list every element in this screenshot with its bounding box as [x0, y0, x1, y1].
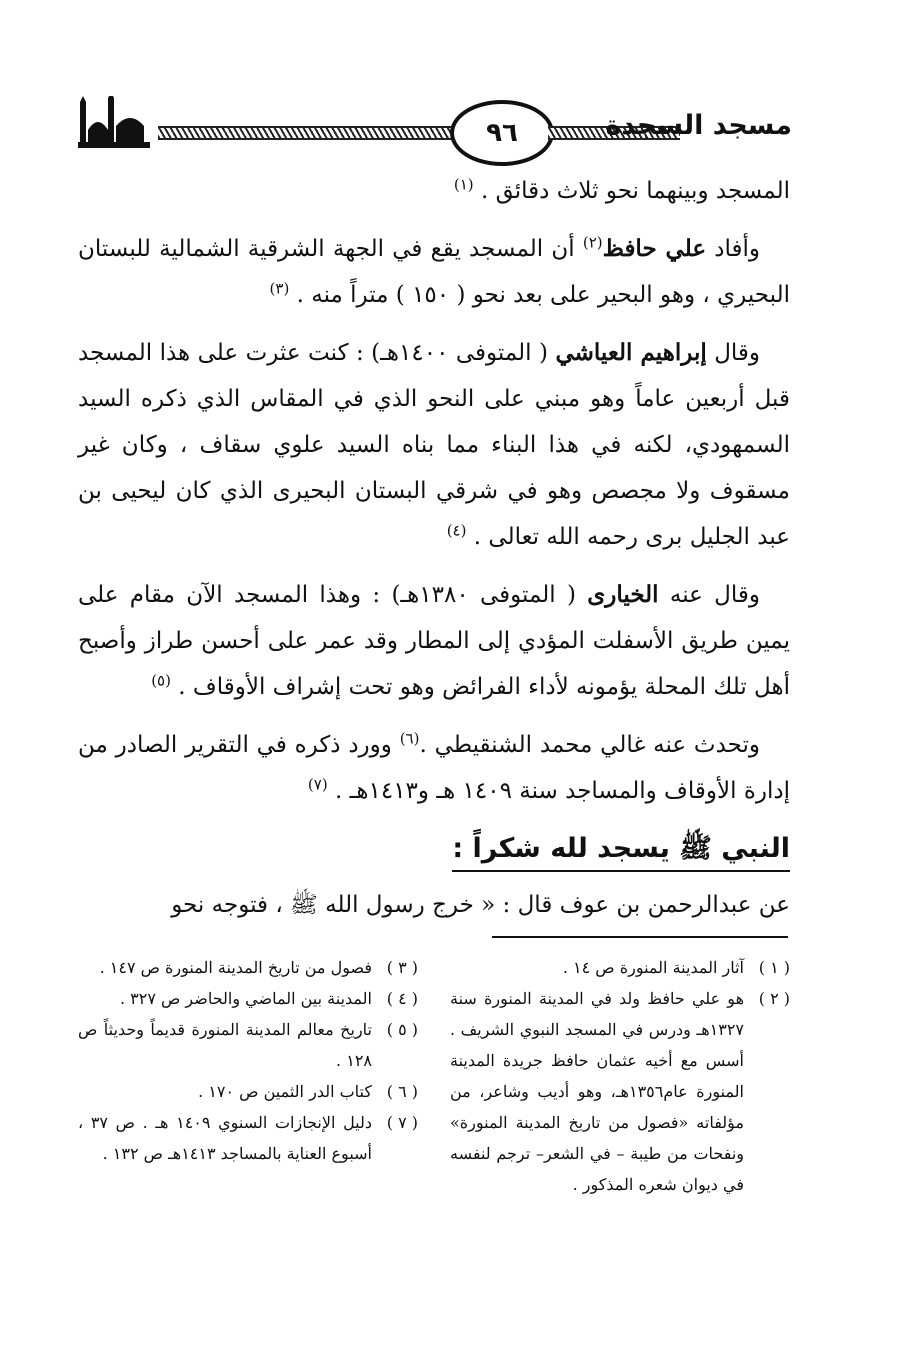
footnote-item — [78, 1076, 418, 1107]
footnote-item — [78, 1014, 418, 1076]
footnote-number: ( ٣ ) — [386, 958, 418, 977]
paragraph-1: المسجد وبينهما نحو ثلاث دقائق . $^{(١)}$ — [453, 175, 790, 204]
footnotes-left-column — [78, 952, 418, 1169]
footnote-item — [450, 983, 790, 1200]
footnote-ref: (٧) — [307, 775, 328, 794]
footnote-ref: (٥) — [151, 671, 171, 690]
footnote-number: ( ١ ) — [758, 958, 790, 977]
footnote-ref: (١) — [453, 175, 474, 194]
footnote-text: آثار المدينة المنورة ص ١٤ . — [562, 958, 744, 977]
section-heading: النبي ﷺ يسجد لله شكراً : — [78, 826, 790, 872]
header-ornament-left — [158, 126, 458, 140]
footnote-number: ( ٢ ) — [758, 989, 790, 1008]
footnote-text: كتاب الدر الثمين ص ١٧٠ . — [198, 1082, 372, 1101]
running-title: مسجد السجدة — [605, 110, 792, 141]
footnote-item — [450, 952, 790, 983]
footnote-number: ( ٤ ) — [386, 989, 418, 1008]
person-name: الخيارى — [587, 581, 659, 608]
person-name: علي حافظ — [602, 235, 707, 262]
footnote-item — [78, 1107, 418, 1169]
paragraph-4: وقال عنه الخيارى ( المتوفى ١٣٨٠هـ) : وهذا المسجد الآن مقام على يمين طريق الأسفلت المؤدي إلى المطار وقد عمر على أحسن طراز وأصبح أهل تلك المحلة يؤمونه لأداء الفرائض وهو تحت إشراف الأوقاف . $^{(٥)}$ — [78, 581, 790, 700]
person-name: إبراهيم العياشي — [555, 339, 707, 366]
page-header — [78, 92, 792, 178]
footnote-text: فصول من تاريخ المدينة المنورة ص ١٤٧ . — [99, 958, 372, 977]
main-text — [78, 168, 790, 940]
footnote-item — [78, 983, 418, 1014]
footnote-number: ( ٧ ) — [386, 1113, 418, 1132]
footnote-number: ( ٥ ) — [386, 1020, 418, 1039]
footnote-ref: (٤) — [446, 521, 467, 540]
paragraph-3: وقال إبراهيم العياشي ( المتوفى ١٤٠٠هـ) : كنت عثرت على هذا المسجد قبل أربعين عاماً وهو مبني على النحو الذي في المقاس الذي ذكره السيد السمهودي، لكنه في هذا البناء مما بناه السيد علوي سقاف ، وكان غير مسقوف ولا مجصص وهو في شرقي البستان البحيرى الذي كان ليحيى بن عبد الجليل برى رحمه الله تعالى . $^{(٤)}$ — [78, 339, 790, 550]
page-number: ٩٦ — [450, 100, 554, 166]
footnote-text: دليل الإنجازات السنوي ١٤٠٩ هـ . ص ٣٧ ، أسبوع العناية بالمساجد ١٤١٣هـ ص ١٣٢ . — [78, 1113, 373, 1163]
footnote-ref: (٢) — [582, 233, 603, 252]
footnote-item — [78, 952, 418, 983]
footnotes-right-column — [450, 952, 790, 1200]
footnote-ref: (٣) — [269, 279, 290, 298]
footnote-text: هو علي حافظ ولد في المدينة المنورة سنة ١٣٢٧هـ ودرس في المسجد النبوي الشريف . أسس مع أخيه عثمان حافظ جريدة المدينة المنورة عام١٣٥٦هـ، وهو أديب وشاعر، من مؤلفاته «فصول من تاريخ المدينة المنورة» ونفحات من طيبة – في الشعر– ترجم لنفسه في ديوان شعره المذكور . — [450, 989, 744, 1194]
footnote-separator — [492, 936, 788, 938]
footnote-ref: (٦) — [399, 729, 420, 748]
mosque-icon — [78, 96, 150, 148]
paragraph-2: وأفاد علي حافظ$^{(٢)}$ أن المسجد يقع في الجهة الشرقية الشمالية للبستان البحيري ، وهو البحير على بعد نحو ( ١٥٠ ) متراً منه . $^{(٣)}$ — [78, 233, 790, 308]
footnote-text: تاريخ معالم المدينة المنورة قديماً وحديثاً ص ١٢٨ . — [78, 1020, 372, 1070]
paragraph-6: عن عبدالرحمن بن عوف قال : « خرج رسول الله ﷺ ، فتوجه نحو — [171, 892, 790, 918]
paragraph-5: وتحدث عنه غالي محمد الشنقيطي .$^{(٦)}$ وورد ذكره في التقرير الصادر من إدارة الأوقاف والمساجد سنة ١٤٠٩ هـ و١٤١٣هـ . $^{(٧)}$ — [78, 729, 790, 804]
footnote-text: المدينة بين الماضي والحاضر ص ٣٢٧ . — [119, 989, 372, 1008]
footnote-number: ( ٦ ) — [386, 1082, 418, 1101]
